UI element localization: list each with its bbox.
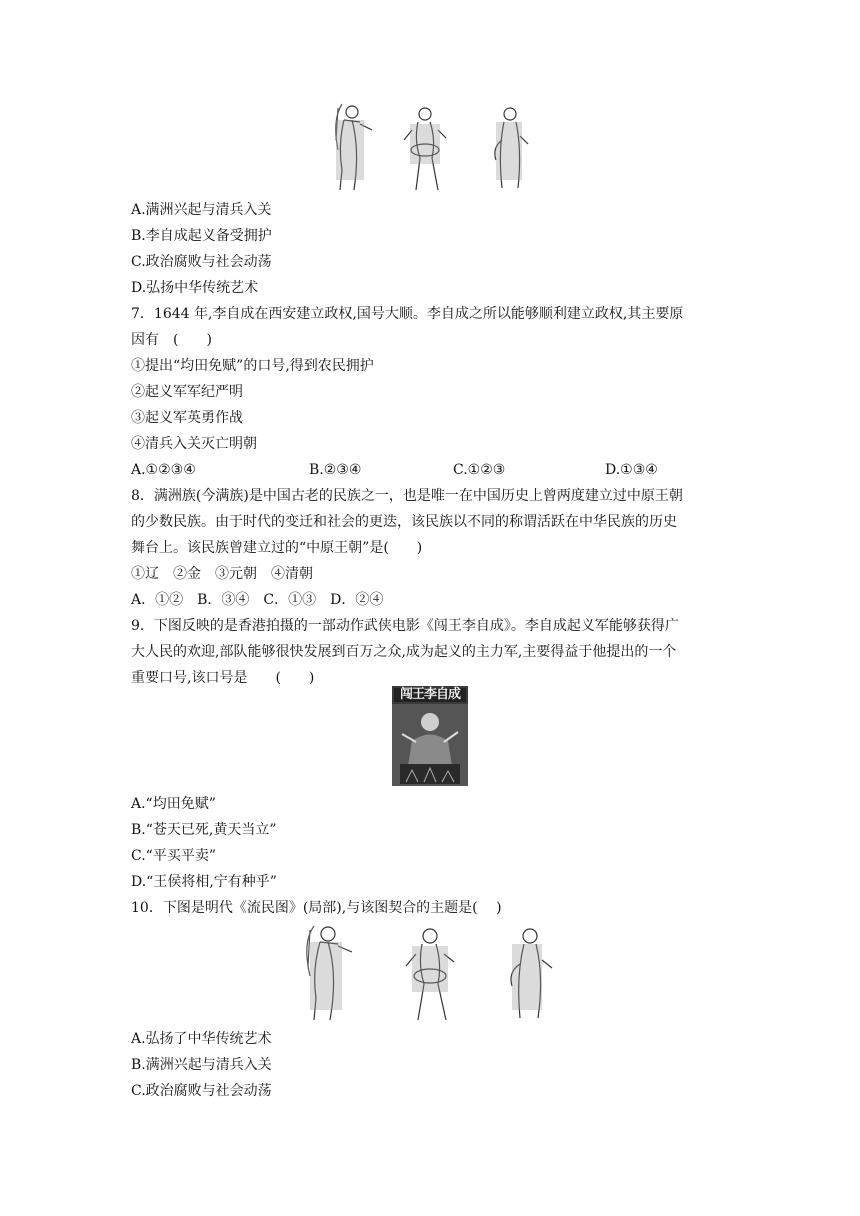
- q8-items: ①辽 ②金 ③元朝 ④清朝: [131, 566, 313, 582]
- q7-item-4: ④清兵入关灭亡明朝: [131, 436, 257, 452]
- q9-stem-line2: 大人民的欢迎,部队能够很快发展到百万之众,成为起义的主力军,主要得益于他提出的一个: [131, 644, 677, 660]
- q7-option-d: D.①③④: [605, 462, 658, 478]
- q8-stem-line1: 8．满洲族(今满族)是中国古老的民族之一，也是唯一在中国历史上曾两度建立过中原王朝: [131, 488, 683, 504]
- q9-option-a: A.“均田免赋”: [131, 796, 216, 812]
- q9-stem-line3: 重要口号,该口号是 ( ): [131, 670, 315, 686]
- q6-option-a: A.满洲兴起与清兵入关: [131, 202, 272, 218]
- q9-stem-line1: 9．下图反映的是香港拍摄的一部动作武侠电影《闯王李自成》。李自成起义军能够获得广: [131, 618, 679, 634]
- q8-stem-line2: 的少数民族。由于时代的变迁和社会的更迭，该民族以不同的称谓活跃在中华民族的历史: [131, 514, 677, 530]
- q10-option-c: C.政治腐败与社会动荡: [131, 1083, 272, 1099]
- q7-item-3: ③起义军英勇作战: [131, 410, 243, 426]
- q6-option-c: C.政治腐败与社会动荡: [131, 254, 272, 270]
- q6-option-b: B.李自成起义备受拥护: [131, 228, 272, 244]
- refugee-painting-bottom: [300, 920, 560, 1025]
- q7-item-1: ①提出“均田免赋”的口号,得到农民拥护: [131, 358, 374, 374]
- q7-option-b: B.②③④: [309, 462, 362, 478]
- q10-stem: 10．下图是明代《流民图》(局部),与该图契合的主题是( ): [131, 900, 502, 916]
- q7-item-2: ②起义军军纪严明: [131, 384, 243, 400]
- refugee-painting-top: [330, 100, 540, 195]
- poster-title: 闯王李自成: [394, 688, 466, 702]
- q7-stem-line2: 因有 ( ): [131, 332, 212, 348]
- q9-option-c: C.“平买平卖”: [131, 848, 216, 864]
- q6-option-d: D.弘扬中华传统艺术: [131, 280, 259, 296]
- q9-option-b: B.“苍天已死,黄天当立”: [131, 822, 277, 838]
- q8-options: A．①② B．③④ C．①③ D．②④: [131, 592, 384, 608]
- q7-options: [131, 461, 658, 479]
- q7-stem-line1: 7．1644 年,李自成在西安建立政权,国号大顺。李自成之所以能够顺利建立政权,其主要原: [131, 306, 684, 322]
- movie-poster: [392, 686, 468, 786]
- q9-option-d: D.“王侯将相,宁有种乎”: [131, 874, 277, 890]
- q10-option-b: B.满洲兴起与清兵入关: [131, 1057, 272, 1073]
- q8-stem-line3: 舞台上。该民族曾建立过的“中原王朝”是( ): [131, 540, 423, 556]
- q7-option-a: A.①②③④: [131, 462, 196, 478]
- q10-option-a: A.弘扬了中华传统艺术: [131, 1031, 272, 1047]
- q7-option-c: C.①②③: [453, 462, 506, 478]
